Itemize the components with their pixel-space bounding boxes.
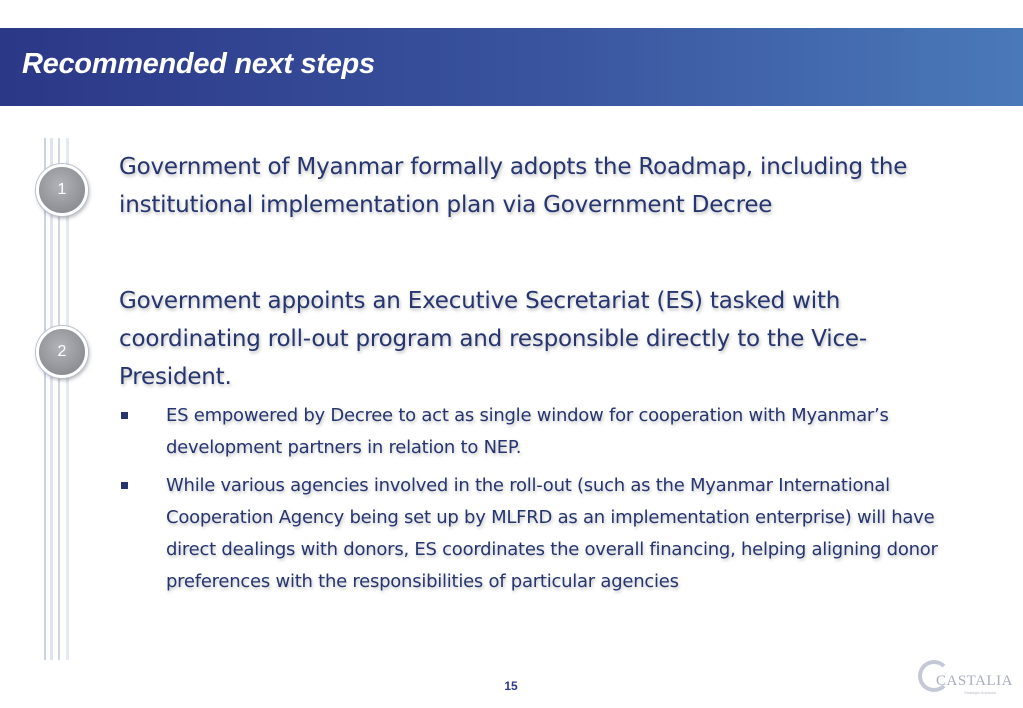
square-bullet-icon [121,482,128,489]
rail-line [50,138,53,660]
castalia-logo [918,660,1013,700]
logo-tagline: Strategic Advisors [964,690,997,695]
slide-title: Recommended next steps [22,48,375,80]
step-2-circle: 2 [36,326,88,378]
step-rail [42,138,74,660]
step-2-bullet-list [119,400,959,604]
page-number: 15 [504,679,518,693]
bullet-text: ES empowered by Decree to act as single window for cooperation with Myanmar’s development partners in relation to NEP. [166,405,889,458]
square-bullet-icon [121,412,128,419]
logo-wordmark: CASTALIA [936,673,1013,689]
bullet-text: While various agencies involved in the roll-out (such as the Myanmar International Cooperation Agency being set up by MLFRD as an implementation enterprise) will have direct dealings with donors, ES coordinates the overall financing, helping aligning donor preferences with the responsibilities of particular agencies [166,475,938,592]
step-1-circle: 1 [36,164,88,216]
rail-line [44,138,46,660]
bullet-item [119,400,959,464]
rail-line [58,138,60,660]
step-2-text: Government appoints an Executive Secretariat (ES) tasked with coordinating roll-out program and responsible directly to the Vice-President. [119,288,867,390]
rail-line [66,138,69,660]
bullet-item [119,470,959,598]
step-1-text: Government of Myanmar formally adopts the Roadmap, including the institutional implementation plan via Government Decree [119,154,908,218]
